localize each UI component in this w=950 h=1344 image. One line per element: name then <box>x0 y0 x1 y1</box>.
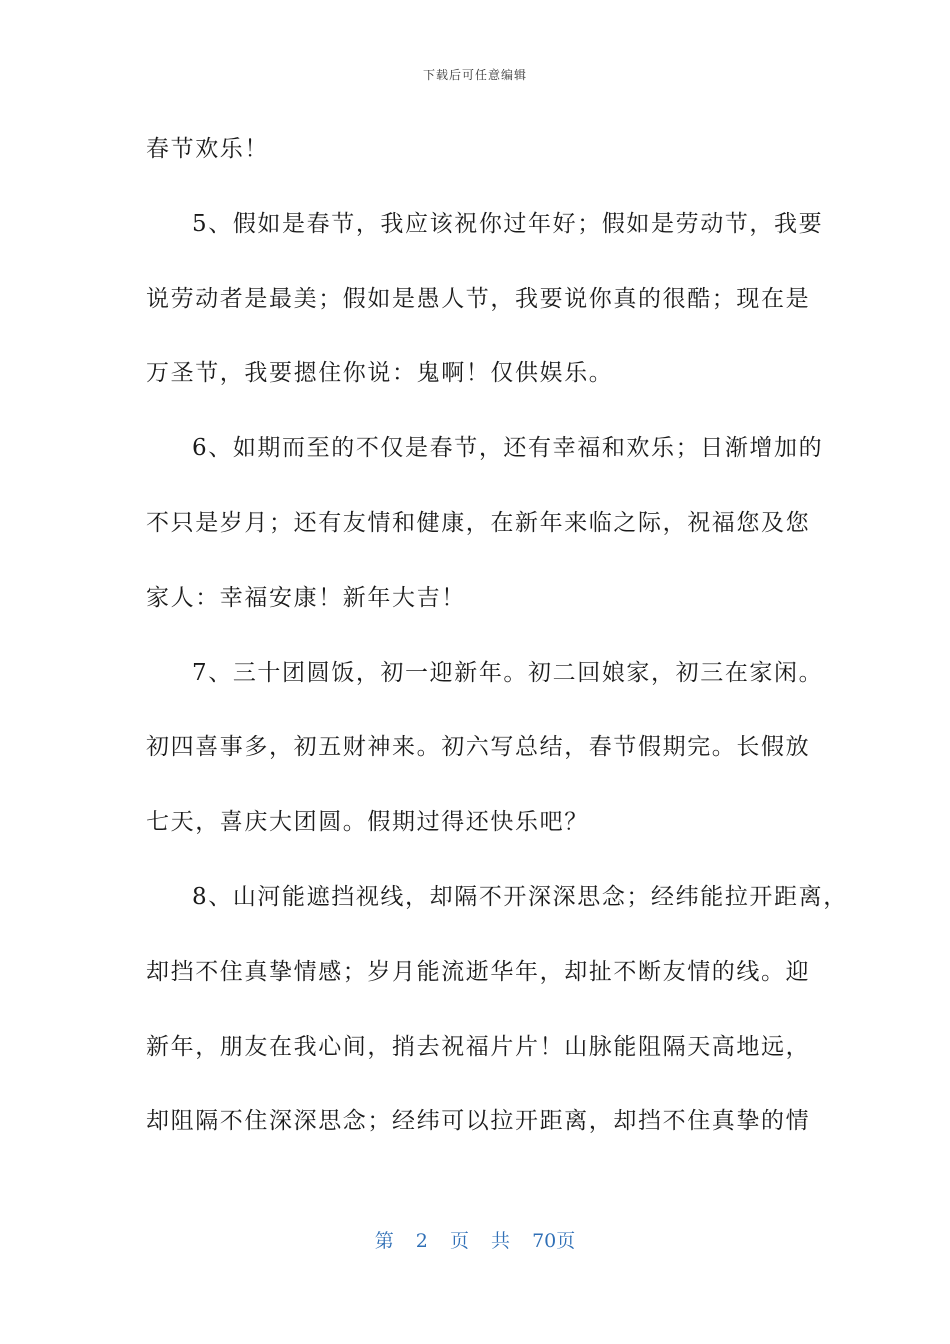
text-line: 8、山河能遮挡视线，却隔不开深深思念；经纬能拉开距离， <box>192 883 848 910</box>
text-line: 万圣节，我要摁住你说：鬼啊！仅供娱乐。 <box>146 360 614 387</box>
footer-total-word: 共 <box>491 1230 511 1252</box>
page-footer <box>0 1226 950 1253</box>
text-line: 初四喜事多，初五财神来。初六写总结，春节假期完。长假放 <box>146 734 811 761</box>
text-line: 却阻隔不住深深思念；经纬可以拉开距离，却挡不住真挚的情 <box>146 1108 811 1135</box>
page-header-note: 下载后可任意编辑 <box>422 68 527 82</box>
document-body <box>146 112 848 1159</box>
current-page-number: 2 <box>415 1230 428 1252</box>
text-line: 七天，喜庆大团圆。假期过得还快乐吧？ <box>146 809 589 836</box>
text-line: 新年，朋友在我心间，捎去祝福片片！山脉能阻隔天高地远， <box>146 1033 811 1060</box>
text-line: 5、假如是春节，我应该祝你过年好；假如是劳动节，我要 <box>192 210 824 237</box>
footer-prefix: 第 <box>374 1230 394 1252</box>
total-pages: 70页 <box>532 1230 576 1252</box>
footer-page-word: 页 <box>449 1230 469 1252</box>
text-line: 却挡不住真挚情感；岁月能流逝华年，却扯不断友情的线。迎 <box>146 958 811 985</box>
text-line: 不只是岁月；还有友情和健康，在新年来临之际，祝福您及您 <box>146 509 811 536</box>
text-line: 6、如期而至的不仅是春节，还有幸福和欢乐；日渐增加的 <box>192 435 824 462</box>
text-line: 说劳动者是最美；假如是愚人节，我要说你真的很酷；现在是 <box>146 285 811 312</box>
text-line: 7、三十团圆饭，初一迎新年。初二回娘家，初三在家闲。 <box>192 659 824 686</box>
text-line: 春节欢乐！ <box>146 136 269 162</box>
text-line: 家人：幸福安康！新年大吉！ <box>146 584 466 611</box>
